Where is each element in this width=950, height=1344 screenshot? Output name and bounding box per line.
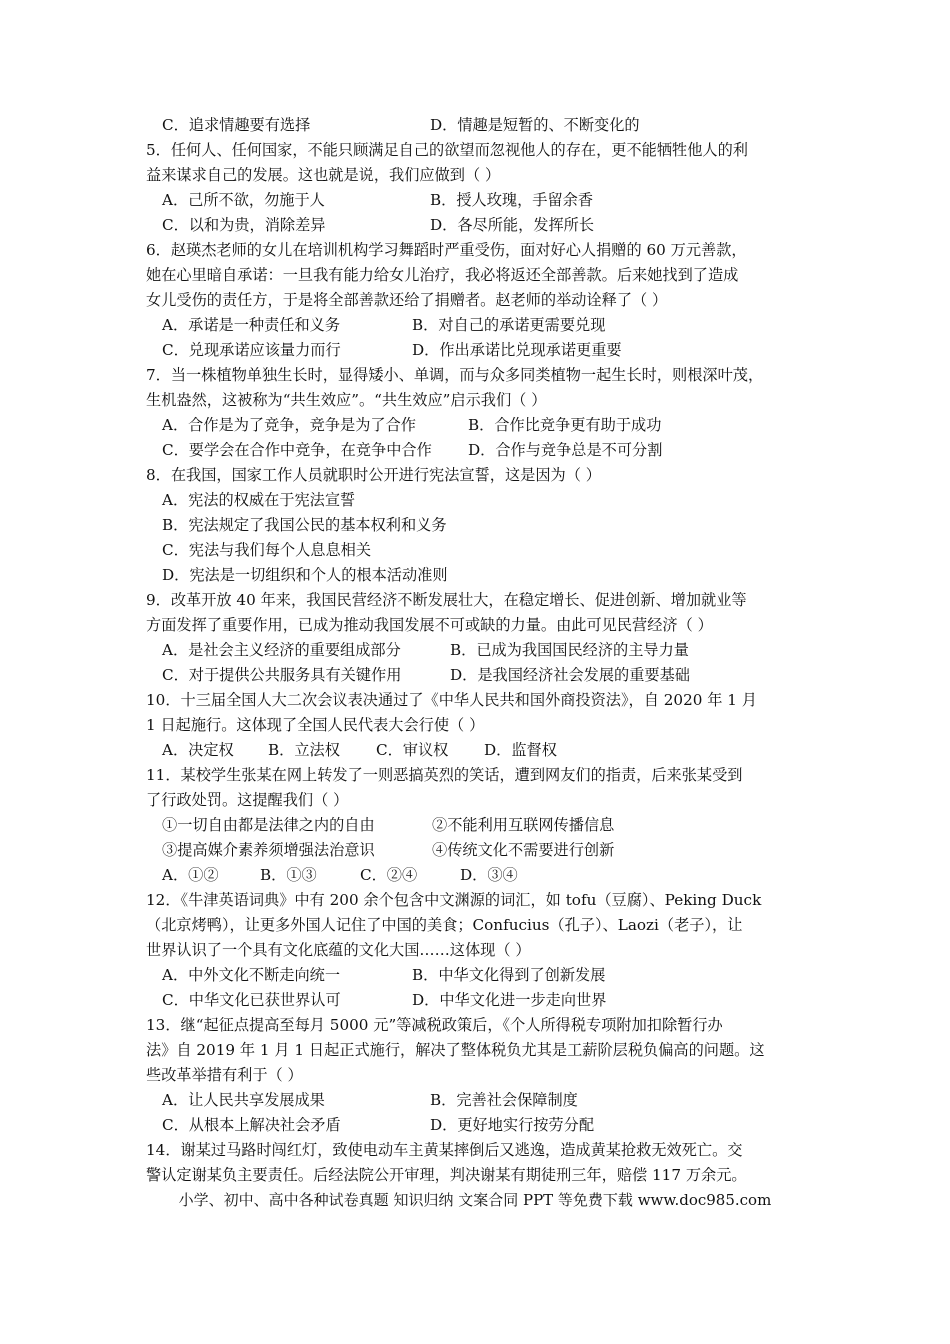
q13-options-row-2 — [146, 1113, 826, 1138]
q13-stem-line-3: 些改革举措有利于（ ） — [146, 1066, 303, 1084]
statement-4: ④传统文化不需要进行创新 — [432, 841, 615, 859]
option-a: A．让人民共享发展成果 — [162, 1091, 325, 1109]
q10-options-row-1 — [146, 738, 826, 763]
option-a: A．决定权 — [162, 741, 234, 759]
option-b: B．对自己的承诺更需要兑现 — [412, 316, 606, 334]
q12-options-row-1 — [146, 963, 826, 988]
q8-stem-line-1: 8．在我国，国家工作人员就职时公开进行宪法宣誓，这是因为（ ） — [146, 466, 601, 484]
q8-option-a: A．宪法的权威在于宪法宣誓 — [162, 491, 356, 509]
option-d: D．监督权 — [484, 741, 557, 759]
q12-stem-line-2: （北京烤鸭），让更多外国人记住了中国的美食；Confucius（孔子）、Laozi（老子），让 — [146, 916, 743, 934]
option-a: A．①② — [162, 866, 219, 884]
q12-stem-line-1: 12．《牛津英语词典》中有 200 余个包含中文渊源的词汇，如 tofu（豆腐）、Peking Duck — [146, 891, 762, 909]
q11-stem-line-1: 11．某校学生张某在网上转发了一则恶搞英烈的笑话，遭到网友们的指责，后来张某受到 — [146, 766, 743, 784]
option-d: D．作出承诺比兑现承诺更重要 — [412, 341, 622, 359]
q10-stem-line-1: 10．十三届全国人大二次会议表决通过了《中华人民共和国外商投资法》，自 2020 年 1 月 — [146, 691, 757, 709]
statement-3: ③提高媒介素养须增强法治意识 — [162, 841, 375, 859]
page-footer: 小学、初中、高中各种试卷真题 知识归纳 文案合同 PPT 等免费下载 www.doc985.com — [178, 1191, 772, 1209]
option-a: A．中外文化不断走向统一 — [162, 966, 341, 984]
q4-options-row-1 — [146, 113, 826, 138]
option-b: B．授人玫瑰，手留余香 — [430, 191, 594, 209]
q7-stem-line-1: 7．当一株植物单独生长时，显得矮小、单调，而与众多同类植物一起生长时，则根深叶茂， — [146, 366, 764, 384]
option-d: D．情趣是短暂的、不断变化的 — [430, 116, 640, 134]
q13-stem-line-2: 法》自 2019 年 1 月 1 日起正式施行，解决了整体税负尤其是工薪阶层税负偏高的问题。这 — [146, 1041, 765, 1059]
q13-stem-line-1: 13．继“起征点提高至每月 5000 元”等减税政策后，《个人所得税专项附加扣除暂行办 — [146, 1016, 723, 1034]
q9-stem-line-1: 9．改革开放 40 年来，我国民营经济不断发展壮大，在稳定增长、促进创新、增加就业等 — [146, 591, 747, 609]
option-b: B．已成为我国国民经济的主导力量 — [450, 641, 689, 659]
option-b: B．合作比竞争更有助于成功 — [468, 416, 662, 434]
q8-option-c: C．宪法与我们每个人息息相关 — [162, 541, 372, 559]
option-c: C．从根本上解决社会矛盾 — [162, 1116, 341, 1134]
q6-options-row-2 — [146, 338, 826, 363]
q9-options-row-2 — [146, 663, 826, 688]
option-d: D．合作与竞争总是不可分割 — [468, 441, 663, 459]
statement-2: ②不能利用互联网传播信息 — [432, 816, 615, 834]
q10-stem-line-2: 1 日起施行。这体现了全国人民代表大会行使（ ） — [146, 716, 485, 734]
q6-stem-line-2: 她在心里暗自承诺：一旦我有能力给女儿治疗，我必将返还全部善款。后来她找到了造成 — [146, 266, 739, 284]
option-d: D．中华文化进一步走向世界 — [412, 991, 607, 1009]
q5-stem-line-2: 益来谋求自己的发展。这也就是说，我们应做到（ ） — [146, 166, 501, 184]
option-d: D．③④ — [460, 866, 518, 884]
q5-options-row-1 — [146, 188, 826, 213]
option-c: C．审议权 — [376, 741, 449, 759]
option-c: C．兑现承诺应该量力而行 — [162, 341, 341, 359]
option-a: A．合作是为了竞争，竞争是为了合作 — [162, 416, 416, 434]
q11-statements-row-2 — [146, 838, 826, 863]
q9-options-row-1 — [146, 638, 826, 663]
q11-stem-line-2: 了行政处罚。这提醒我们（ ） — [146, 791, 349, 809]
q5-stem-line-1: 5．任何人、任何国家，不能只顾满足自己的欲望而忽视他人的存在，更不能牺牲他人的利 — [146, 141, 748, 159]
q7-options-row-2 — [146, 438, 826, 463]
q13-options-row-1 — [146, 1088, 826, 1113]
option-d: D．更好地实行按劳分配 — [430, 1116, 595, 1134]
option-a: A．承诺是一种责任和义务 — [162, 316, 341, 334]
option-d: D．各尽所能，发挥所长 — [430, 216, 595, 234]
q11-options-row-1 — [146, 863, 826, 888]
option-c: C．对于提供公共服务具有关键作用 — [162, 666, 402, 684]
option-c: C．要学会在合作中竞争，在竞争中合作 — [162, 441, 432, 459]
q5-options-row-2 — [146, 213, 826, 238]
q12-options-row-2 — [146, 988, 826, 1013]
q11-statements-row-1 — [146, 813, 826, 838]
option-b: B．①③ — [260, 866, 317, 884]
q6-stem-line-1: 6．赵瑛杰老师的女儿在培训机构学习舞蹈时严重受伤，面对好心人捐赠的 60 万元善款， — [146, 241, 747, 259]
option-d: D．是我国经济社会发展的重要基础 — [450, 666, 690, 684]
option-a: A．是社会主义经济的重要组成部分 — [162, 641, 401, 659]
option-b: B．中华文化得到了创新发展 — [412, 966, 606, 984]
exam-content — [146, 113, 826, 1188]
option-c: C．追求情趣要有选择 — [162, 116, 311, 134]
option-b: B．立法权 — [268, 741, 340, 759]
option-c: C．中华文化已获世界认可 — [162, 991, 341, 1009]
option-c: C．以和为贵，消除差异 — [162, 216, 326, 234]
option-a: A．己所不欲，勿施于人 — [162, 191, 325, 209]
q14-stem-line-1: 14．谢某过马路时闯红灯，致使电动车主黄某摔倒后又逃逸，造成黄某抢救无效死亡。交 — [146, 1141, 743, 1159]
q7-options-row-1 — [146, 413, 826, 438]
q9-stem-line-2: 方面发挥了重要作用，已成为推动我国发展不可或缺的力量。由此可见民营经济（ ） — [146, 616, 713, 634]
option-c: C．②④ — [360, 866, 418, 884]
statement-1: ①一切自由都是法律之内的自由 — [162, 816, 375, 834]
q8-option-d: D．宪法是一切组织和个人的根本活动准则 — [162, 566, 448, 584]
q8-option-b: B．宪法规定了我国公民的基本权利和义务 — [162, 516, 447, 534]
q12-stem-line-3: 世界认识了一个具有文化底蕴的文化大国……这体现（ ） — [146, 941, 531, 959]
q14-stem-line-2: 警认定谢某负主要责任。后经法院公开审理，判决谢某有期徒刑三年，赔偿 117 万余元。 — [146, 1166, 747, 1184]
q7-stem-line-2: 生机盎然，这被称为“共生效应”。“共生效应”启示我们（ ） — [146, 391, 547, 409]
q6-stem-line-3: 女儿受伤的责任方，于是将全部善款还给了捐赠者。赵老师的举动诠释了（ ） — [146, 291, 668, 309]
q6-options-row-1 — [146, 313, 826, 338]
option-b: B．完善社会保障制度 — [430, 1091, 578, 1109]
